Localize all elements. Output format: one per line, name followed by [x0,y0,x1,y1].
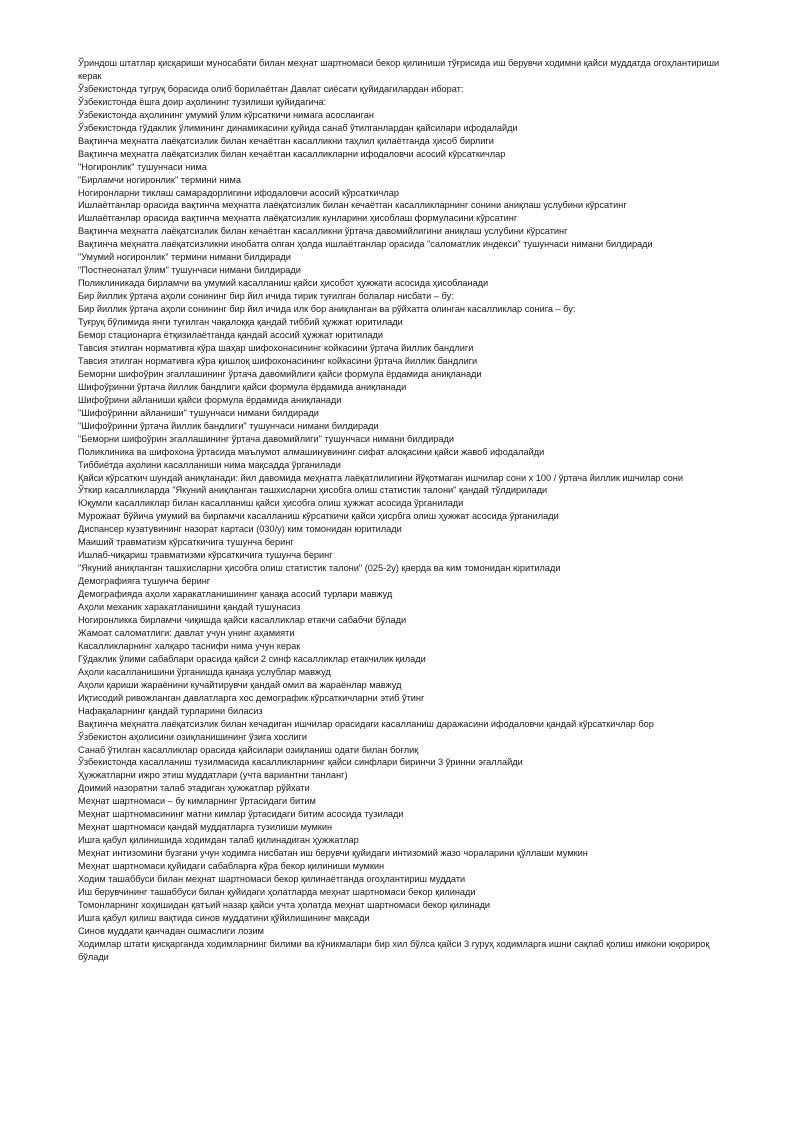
question-line: Туғруқ бўлимида янги туғилган чақалоққа қандай тиббий ҳужжат юритилади [78,317,403,328]
question-line: Поликлиникада бирламчи ва умумий касалланиш қайси ҳисобот ҳужжати асосида ҳисобланади [78,278,489,289]
question-line: Беморни шифоўрин эгаллашининг ўртача давомийлиги қайси формула ёрдамида аниқланади [78,368,482,379]
question-line: Иш берувчининг ташаббуси билан қуйидаги ҳолатларда меҳнат шартномаси бекор қилинади [78,887,476,897]
question-line: Аҳоли механик харакатланишини қандай тушунасиз [78,602,301,613]
question-line: Вақтинча меҳнатга лаёқатсизликни инобатга олган ҳолда ишлаётганлар орасида "саломатлик индекси" тушунчаси нимани билдиради [78,239,653,250]
question-line: Ишлаётганлар орасида вақтинча меҳнатга лаёқатсизлик билан кечаётган касалликларнинг сонини аниқлаш услубини кўрсатинг [78,200,627,211]
question-line: Меҳнат шартномаси қандай муддатларга тузилиши мумкин [78,822,333,833]
question-line: Касалликларнинг халқаро таснифи нима учун керак [78,640,301,651]
question-line: Маиший травматизм кўрсаткичига тушунча беринг [78,537,294,548]
question-line: Ўзбекистонда гўдаклик ўлимининг динамикасини қуйида санаб ўтилганлардан қайсилари ифодалайди [78,122,518,133]
question-line: Ишга қабул қилиш вақтида синов муддатини қўйилишининг мақсади [78,912,370,923]
question-line: Доимий назоратни талаб этадиган ҳужжатлар рўйхати [78,783,310,794]
question-line: Аҳоли қариши жараёнини кучайтирувчи қандай омил ва жараёнлар мавжуд [78,679,402,690]
question-line: Санаб ўтилган касалликлар орасида қайсилари озиқланиш одати билан боғлиқ [78,744,419,755]
question-line: Меҳнат шартномаси қуйидаги сабабларга кўра бекор қилиниши мумкин [78,861,385,872]
question-line: Ўзбекистонда ёшга доир аҳолининг тузилиши қуйидагича: [78,96,327,107]
question-line: Ишга қабул қилинишида ходимдан талаб қилинадиган ҳужжатлар [78,835,359,846]
question-line: "Шифоўринни ўртача йиллик бандлиги" тушунчаси нимани билдиради [78,420,379,431]
question-line: Демографияга тушунча беринг [78,576,211,587]
question-line: Юқумли касалликлар билан касалланиш қайси ҳисобга олиш ҳужжат асосида ўрганилади [78,498,464,509]
question-line: "Беморни шифоўрин эгаллашининг ўртача давомийлиги" тушунчаси нимани билдиради [78,433,454,444]
question-line: "Постнеонатал ўлим" тушунчаси нимани билдиради [78,265,301,276]
question-list [78,57,728,964]
question-line: Синов муддати қанчадан ошмаслиги лозим [78,925,264,936]
question-line: Аҳоли касалланишини ўрганишда қанақа услублар мавжуд [78,666,331,677]
question-line: Меҳнат интизомини бузгани учун ходимга нисбатан иш берувчи қуйидаги интизомий жазо чораларини қўллаши мумкин [78,848,588,859]
question-line: Меҳнат шартномаси – бу кимларнинг ўртасидаги битим [78,796,316,807]
question-line: Меҳнат шартномасининг матни кимлар ўртасидаги битим асосида тузилади [78,809,404,820]
question-line: "Якуний аниқланган ташхисларни ҳисобга олиш статистик талони" (025-2у) қаерда ва ким томонидан юритилади [78,563,561,574]
question-line: Ишлаётганлар орасида вақтинча меҳнатга лаёқатсизлик кунларини ҳисоблаш формуласини кўрсатинг [78,213,518,224]
question-line: Бир йиллик ўртача аҳоли сонининг бир йил ичида тирик туғилган болалар нисбати – бу: [78,291,454,302]
question-line: Нафақаларнинг қандай турларини биласиз [78,705,263,716]
question-line: Гўдаклик ўлими сабаблари орасида қайси 2 синф касалликлар етакчилик қилади [78,653,426,664]
question-line: Вақтинча меҳнатга лаёқатсизлик билан кечадиган ишчилар орасидаги касалланиш даражасини ифодаловчи қандай кўрсаткичлар бор [78,718,654,729]
question-line: Вақтинча меҳнатга лаёқатсизлик билан кечаётган касалликни ўртача давомийлигини аниқлаш услубини кўрсатинг [78,226,568,237]
question-line: Ўткир касалликларда "Якуний аниқланган ташхисларни ҳисобга олиш статистик талони" қандай тўлдирилади [78,485,548,496]
question-line: Поликлиника ва шифохона ўртасида маълумот алмашинувининг сифат алоқасини қайси жавоб ифодалайди [78,446,545,457]
question-line: Ҳужжатларни ижро этиш муддатлари (учта вариантни танланг) [78,770,348,781]
question-line: Ногиронларни тиклаш самарадорлигини ифодаловчи асосий кўрсаткичлар [78,187,399,198]
question-line: Демографияда аҳоли харакатланишининг қанақа асосий турлари мавжуд [78,589,393,600]
question-line: Ўзбекистонда аҳолининг умумий ўлим кўрсаткичи нимага асосланган [78,109,374,120]
question-line: Ишлаб-чиқариш травматизми кўрсаткичига тушунча беринг [78,550,333,561]
question-line: Ўриндош штатлар қисқариши муносабати билан меҳнат шартномаси бекор қилиниши тўғрисида иш берувчи ходимни қайси муддатда огоҳлантириши керак [78,58,720,81]
question-line: "Ногиронлик" тушунчаси нима [78,161,207,172]
question-line: Томонларнинг хоҳишидан қатъий назар қайси учта ҳолатда меҳнат шартномаси бекор қилинади [78,899,491,910]
question-line: "Бирламчи ногиронлик" термини нима [78,174,241,185]
question-line: Шифоўринни ўртача йиллик бандлиги қайси формула ёрдамида аниқланади [78,381,407,392]
question-line: Бемор стационарга ётқизилаётганда қандай асосий ҳужжат юритилади [78,330,383,341]
question-line: Ўзбекистонда касалланиш тузилмасида касалликларнинг қайси синфлари биринчи 3 ўринни эгаллайди [78,757,523,768]
question-line: Шифоўрини айланиши қайси формула ёрдамида аниқланади [78,394,342,405]
question-line: Тиббиётда аҳолини касалланиши нима мақсадда ўрганилади [78,459,341,470]
question-line: Мурожаат бўйича умумий ва бирламчи касалланиш кўрсаткичи қайси ҳисрбга олиш ҳужжат асосида ўрганилади [78,511,559,522]
question-line: Қайси кўрсаткич шундай аниқланади: йил давомида меҳнатга лаёқатлилигини йўқотмаган ишчилар сони х 100 / ўртача йиллик ишчилар сони [78,472,683,483]
question-line: Тавсия этилган нормативга кўра қишлоқ шифохонасининг койкасини ўртача йиллик бандлиги [78,355,478,366]
question-line: Жамоат саломатлиги: давлат учун унинг аҳамияти [78,627,295,638]
question-line: Ходимлар штати қисқарганда ходимларнинг билими ва кўникмалари бир хил бўлса қайси 3 гуруҳ ходимларга ишни сақлаб қолиш имкони юқорироқ бўлади [78,938,710,962]
question-line: Диспансер кузатувининг назорат картаси (030/у) ким томонидан юритилади [78,524,402,535]
question-line: Вақтинча меҳнатга лаёқатсизлик билан кечаётган касалликларни ифодаловчи асосий кўрсаткичлар [78,148,506,159]
question-line: Ўзбекистон аҳолисини озиқланишининг ўзига хослиги [78,731,308,742]
question-line: Вақтинча меҳнатга лаёқатсизлик билан кечаётган касалликни таҳлил қилаётганда ҳисоб бирлиги [78,135,494,146]
question-line: Бир йиллик ўртача аҳоли сонининг бир йил ичида илк бор аниқланган ва рўйхатга олинган касалликлар сонига – бу: [78,304,576,315]
question-line: Ўзбекистонда тугруқ борасида олиб борилаётган Давлат сиёсати қуйидагилардан иборат: [78,83,464,94]
question-line: Ногиронликка бирламчи чиқишда қайси касалликлар етакчи сабабчи бўлади [78,614,407,625]
question-line: Иқтисодий ривожланган давлатларга хос демографик кўрсаткичларни этиб ўтинг [78,692,425,703]
question-line: "Умумий ногиронлик" термини нимани билдиради [78,252,291,263]
question-line: Ходим ташаббуси билан меҳнат шартномаси бекор қилинаётганда огоҳлантириш муддати [78,874,466,885]
question-line: "Шифоўринни айланиши" тушунчаси нимани билдиради [78,407,319,418]
question-line: Тавсия этилган нормативга кўра шаҳар шифохонасининг койкасини ўртача йиллик бандлиги [78,342,474,353]
